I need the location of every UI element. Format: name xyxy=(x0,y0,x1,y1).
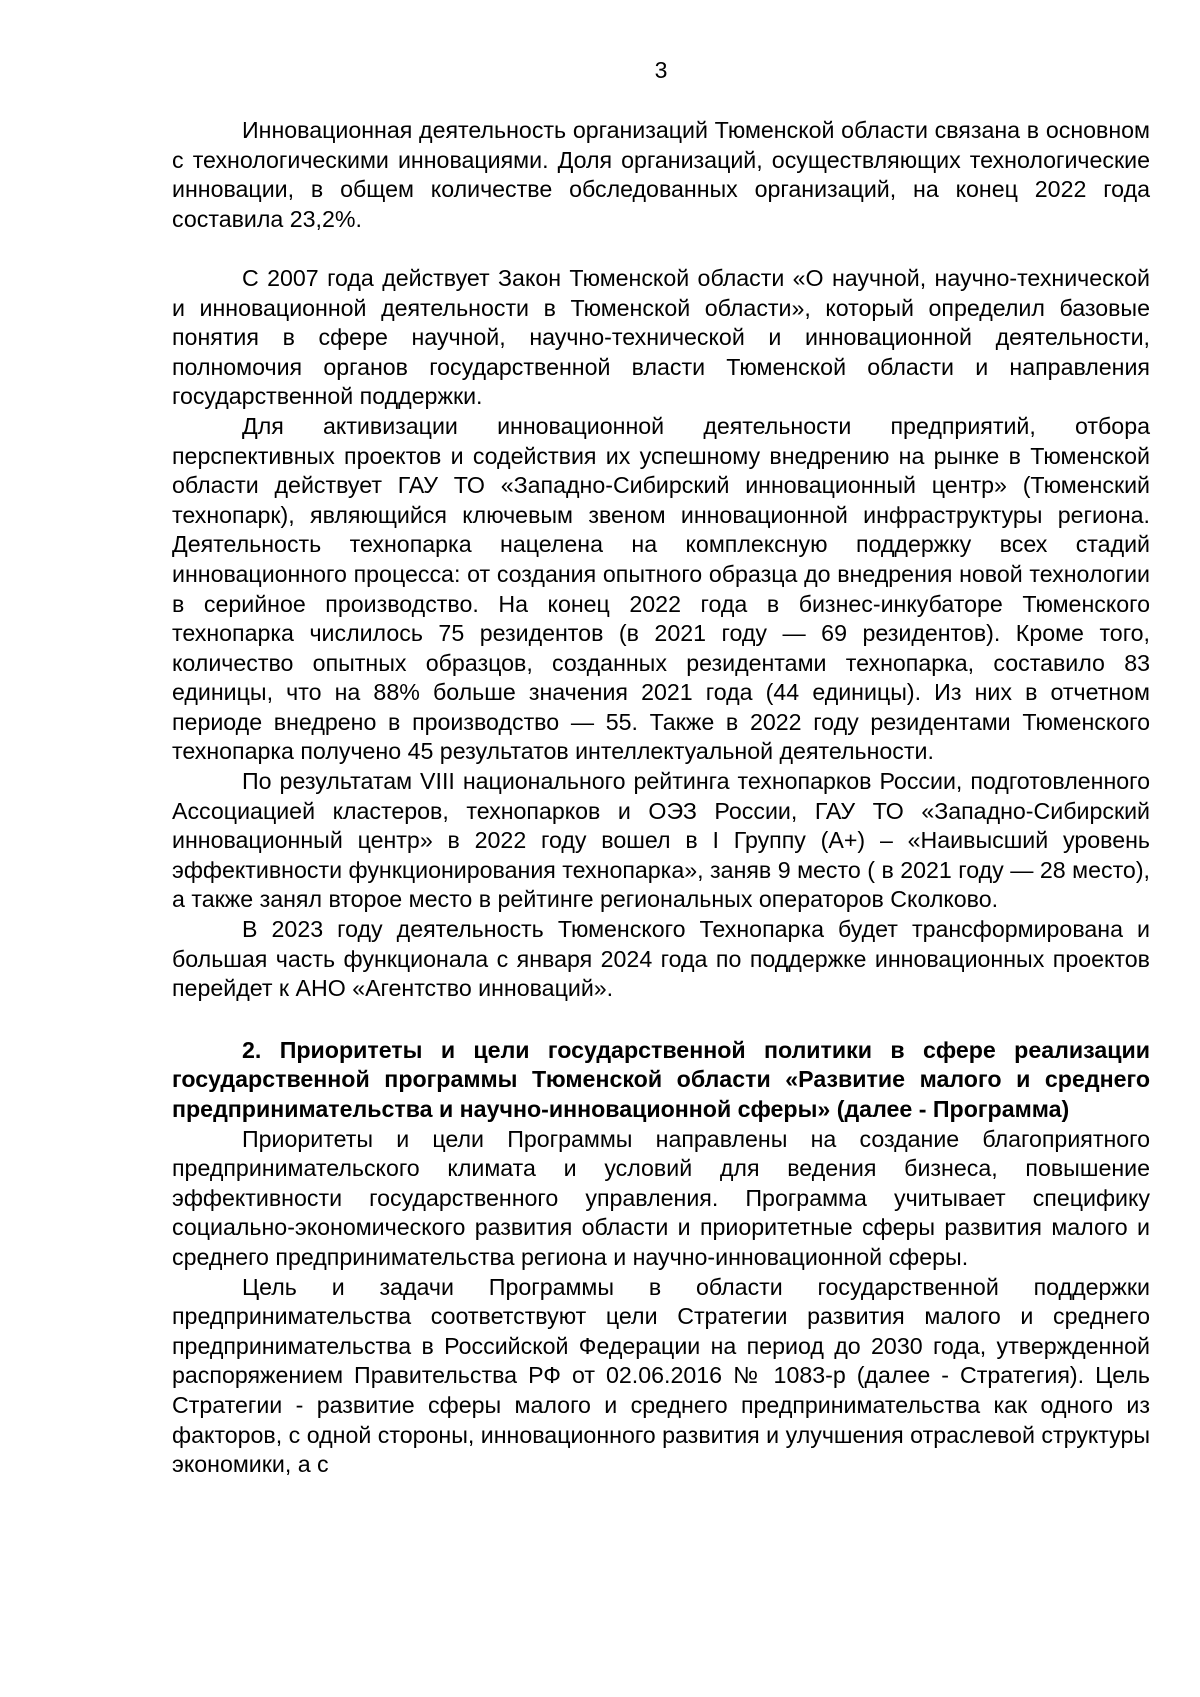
paragraph-law-2007: С 2007 года действует Закон Тюменской области «О научной, научно-технической и инновационной деятельности в Тюменской области», который определил базовые понятия в сфере научной, научно-технической и инновационной деятельности, полномочия органов государственной власти Тюменской области и направления государственной поддержки. xyxy=(172,264,1150,410)
paragraph-transformation-2023: В 2023 году деятельность Тюменского Технопарка будет трансформирована и большая часть функционала с января 2024 года по поддержке инновационных проектов перейдет к АНО «Агентство инноваций». xyxy=(172,916,1150,1002)
page-number: 3 xyxy=(654,57,668,83)
paragraph-innovation-activity: Инновационная деятельность организаций Тюменской области связана в основном с технологическими инновациями. Доля организаций, осуществляющих технологические инновации, в общем количестве обследованных организаций, на конец 2022 года составила 23,2%. xyxy=(172,117,1150,232)
paragraph-goals-strategy: Цель и задачи Программы в области государственной поддержки предпринимательства соответствуют цели Стратегии развития малого и среднего предпринимательства в Российской Федерации на период до 2030 года, утвержденной распоряжением Правительства РФ от 02.06.2016 № 1083-р (далее - Стратегия). Цель Стратегии - развитие сферы малого и среднего предпринимательства как одного из факторов, с одной стороны, инновационного развития и улучшения отраслевой структуры экономики, а с xyxy=(172,1273,1150,1478)
section-heading: 2. Приоритеты и цели государственной политики в сфере реализации государственной программы Тюменской области «Развитие малого и среднего предпринимательства и научно-инновационной сферы» (далее - Программа) xyxy=(172,1036,1150,1122)
paragraph-rating: По результатам VIII национального рейтинга технопарков России, подготовленного Ассоциацией кластеров, технопарков и ОЭЗ России, ГАУ ТО «Западно-Сибирский инновационный центр» в 2022 году вошел в I Группу (А+) – «Наивысший уровень эффективности функционирования технопарка», заняв 9 место ( в 2021 году — 28 место), а также занял второе место в рейтинге региональных операторов Сколково. xyxy=(172,768,1150,913)
paragraph-technopark: Для активизации инновационной деятельности предприятий, отбора перспективных проектов и содействия их успешному внедрению на рынке в Тюменской области действует ГАУ ТО «Западно-Сибирский инновационный центр» (Тюменский технопарк), являющийся ключевым звеном инновационной инфраструктуры региона. Деятельность технопарка нацелена на комплексную поддержку всех стадий инновационного процесса: от создания опытного образца до внедрения новой технологии в серийное производство. На конец 2022 года в бизнес-инкубаторе Тюменского технопарка числилось 75 резидентов (в 2021 году — 69 резидентов). Кроме того, количество опытных образцов, созданных резидентами технопарка, составило 83 единицы, что на 88% больше значения 2021 года (44 единицы). Из них в отчетном периоде внедрено в производство — 55. Также в 2022 году резидентами Тюменского технопарка получено 45 результатов интеллектуальной деятельности. xyxy=(172,412,1150,765)
paragraph-priorities: Приоритеты и цели Программы направлены на создание благоприятного предпринимательского климата и условий для ведения бизнеса, повышение эффективности государственного управления. Программа учитывает специфику социально-экономического развития области и приоритетные сферы развития малого и среднего предпринимательства региона и научно-инновационной сферы. xyxy=(172,1125,1150,1270)
